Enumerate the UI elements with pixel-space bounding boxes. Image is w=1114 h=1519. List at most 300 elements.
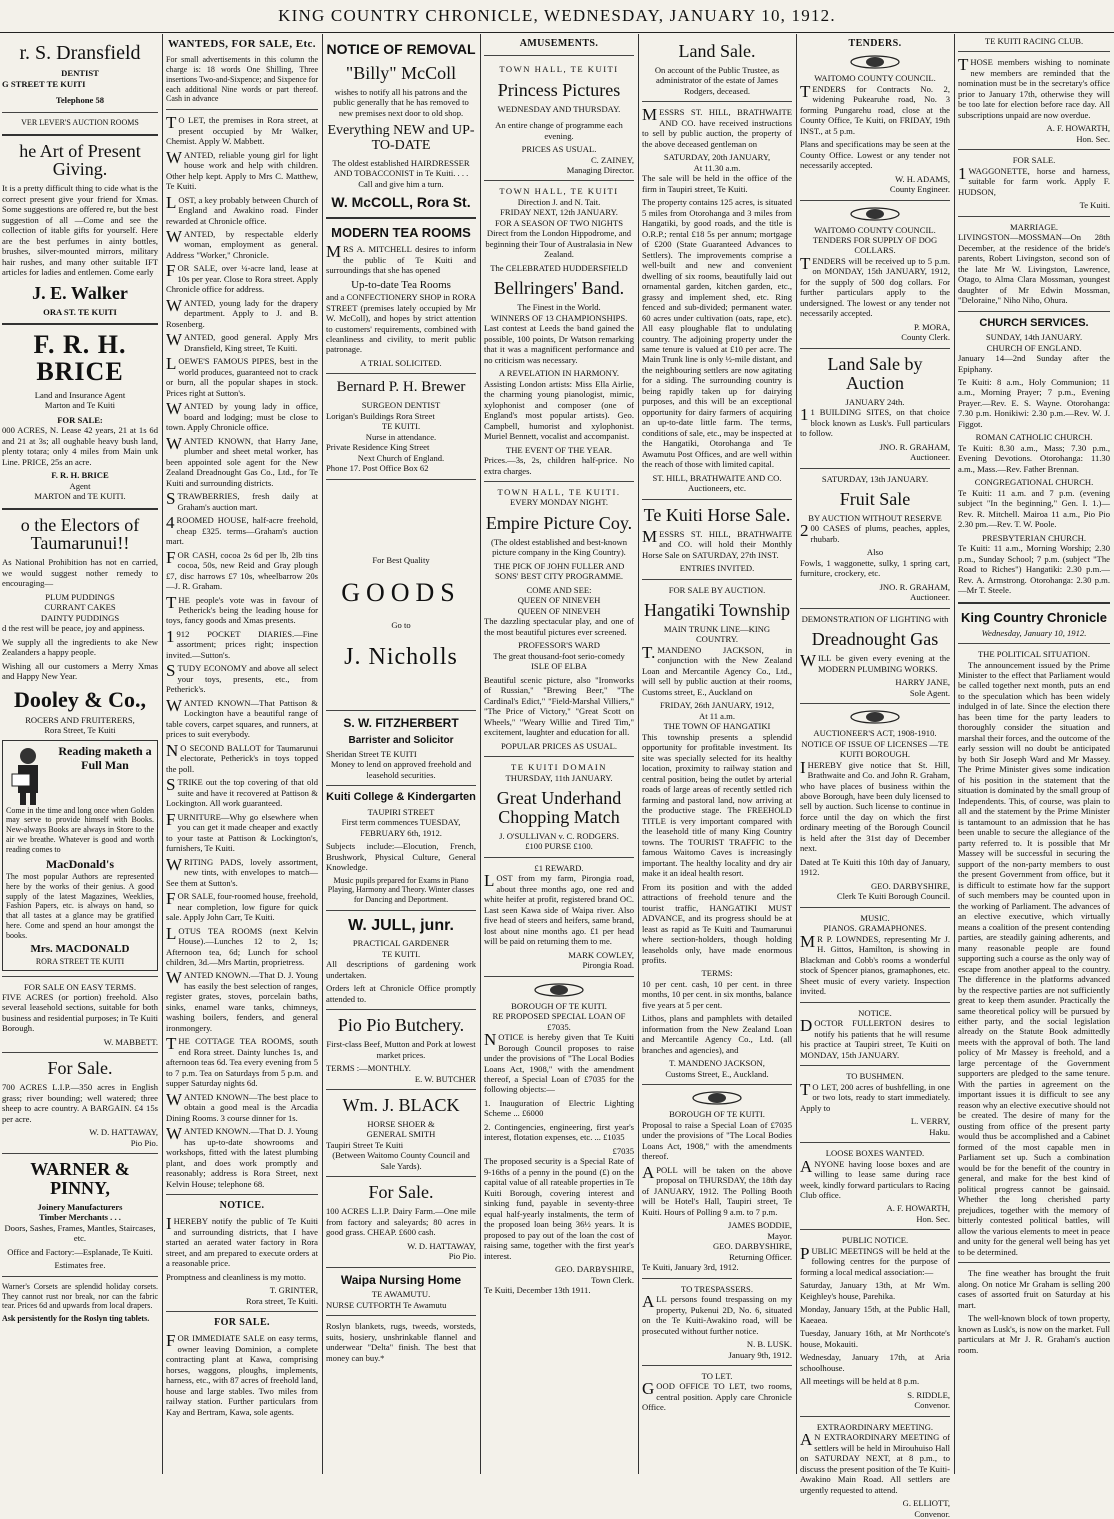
classified-ad: STUDY ECONOMY and above all select your toys, presents, etc., from Petherick's. <box>166 661 318 695</box>
signature: Auctioneer. <box>910 452 950 463</box>
editorial-heading: THE POLITICAL SITUATION. <box>977 649 1091 660</box>
classified-ad: LOEWE'S FAMOUS PIPES, best in the world produces, guaranteed not to crack or burn, all the popular shapes in stock. Prices right at Sutton's. <box>166 354 318 398</box>
column-rule <box>322 34 323 1474</box>
signature: JNO. R. GRAHAM, <box>879 441 950 452</box>
ad-body: d the rest will be peace, joy and appiness. <box>2 623 145 634</box>
ad-line: AUCTIONEER'S ACT, 1908-1910. <box>813 728 937 739</box>
bookshop-ad <box>2 740 158 971</box>
notice-body: Te Kuiti: 8 a.m., Holy Communion; 11 a.m., Morning Prayer; 7 p.m., Evening Prayer.—Rev. E. S. Wayne. Otorohanga: 7.30 p.m. Honikiwi: 2.30 p.m.—Rev. W. J. Figgot. <box>958 377 1110 429</box>
notice-body: Te Kuiti: 11 a.m., Morning Worship; 2.30 p.m., Sunday School; 7 p.m. (subject "The Road to Riches") Hangatiki: 2.30 p.m.—Rev. A. Armstrong. Otorohanga: 2.30 p.m.—Mr T. Steele. <box>958 543 1110 596</box>
column-rule <box>162 34 163 1474</box>
ad-line: Next Church of England. <box>357 452 445 463</box>
ad-line: SUNDAY, 14th JANUARY. <box>985 332 1083 343</box>
notice-body: Te Kuiti: 11 a.m. and 7 p.m. (evening subject "In the beginning," Gen. I. 1.)—Rev. R. Mitchell. Mairoa 11 a.m., Pio Pio 2.30 pm.—Rev. T. W. Poole. <box>958 487 1110 530</box>
column-2 <box>166 36 318 1474</box>
ad-heading: Up-to-date Tea Rooms <box>351 278 451 291</box>
ad-line: PLUM PUDDINGS <box>45 591 115 602</box>
editorial-date: Wednesday, January 10, 1912. <box>981 627 1087 638</box>
ad-line: The Finest in the World. <box>517 302 601 313</box>
masthead: KING COUNTRY CHRONICLE, WEDNESDAY, JANUARY 10, 1912. <box>278 6 836 25</box>
notice-body: Plans and specifications may be seen at the County Office. Lowest or any tender not necessarily accepted. <box>800 139 950 171</box>
notice-body: January 14—2nd Sunday after the Epiphany. <box>958 353 1110 374</box>
ad-line: QUEEN OF NINEVEH <box>517 595 601 606</box>
signature: GEO. DARBYSHIRE, <box>712 1241 792 1252</box>
ad-heading: o the Electors of Taumarunui!! <box>20 514 140 554</box>
ad-heading: Reading maketh a Full Man <box>58 743 152 773</box>
ad-heading: Land Sale by Auction <box>827 353 923 393</box>
ad-line: The CELEBRATED HUDDERSFIELD <box>490 262 628 273</box>
ad-line: COME AND SEE: <box>526 584 592 595</box>
ad-line: CURRANT CAKES <box>44 602 116 613</box>
signature: MARK COWLEY, <box>568 949 634 960</box>
signature: Town Clerk. <box>591 1274 634 1285</box>
ad-line: THURSDAY, 11th JANUARY. <box>505 772 613 783</box>
ad-line: Sheridan Street TE KUITI <box>326 748 417 759</box>
ad-line: Phone 17. Post Office Box 62 <box>326 463 429 474</box>
section-heading: NOTICE. <box>219 1200 265 1212</box>
signature: Mayor. <box>767 1230 792 1241</box>
ad-body: An entire change of programme each evening. <box>495 120 623 141</box>
ad-heading: Empire Picture Coy. <box>485 512 633 533</box>
ad-line: Pio Pio. <box>448 1251 476 1262</box>
notice-body: TO LET, 200 acres of bushfelling, in one or two lots, ready to start immediately. Apply to <box>800 1079 950 1113</box>
section-heading: TENDERS. <box>848 38 902 49</box>
ad-line: W. D. HATTAWAY, <box>407 1240 476 1251</box>
ad-line: WEDNESDAY AND THURSDAY. <box>497 103 621 114</box>
ad-body: FIVE ACRES (or portion) freehold. Also several leasehold sections, suitable for both business and residential purposes; in Te Kuiti Borough. <box>2 991 158 1034</box>
classified-ad: LOST, a key probably between Church of England and Awakino road. Finder rewarded at Chronicle office. <box>166 192 318 226</box>
ad-body: Roslyn blankets, rugs, tweeds, worsteds, suits, hosiery, unshrinkable flannel and underwear "Delta" finish. The best that money can buy.* <box>326 1321 476 1363</box>
signature: Hon. Sec. <box>916 1213 950 1224</box>
notice-body: LIVINGSTON—MOSSMAN—On 28th December, at the residence of the bride's parents, Robert Livingston, second son of the late Mr W. Livingston, Lawrence, Otago, to Alma Clara Mossman, youngest daughter of Mr Edwin Mossman, "Deloraine," Niho Niho, Ohura. <box>958 232 1110 306</box>
ad-body: 700 ACRES L.I.P.—350 acres in English grass; river bounding; well watered; three sheep to acre country. A BARGAIN. £4 15s per acre. <box>2 1082 158 1124</box>
ad-body: Money to lend on approved freehold and leasehold securities. <box>330 759 472 780</box>
notice-body: THOSE members wishing to nominate new members are reminded that the nomination must be in the secretary's office prior to January 17th, otherwise they will be too late for election before race day. All subscriptions unpaid are now overdue. <box>958 55 1110 120</box>
classified-ad: NO SECOND BALLOT for Taumarunui electorate, Petherick's in toys topped the poll. <box>166 740 318 774</box>
ad-line: POPULAR PRICES AS USUAL. <box>500 740 618 751</box>
ad-body: The most popular Authors are represented here by the works of their genius. A good supply of the latest Magazines, Weeklies, Fashion Papers, etc. is always on hand, so that all tastes at a glance may be gratified here. Come and spend an hour amongst the books. <box>6 872 154 940</box>
ad-line: NURSE CUTFORTH Te Awamutu <box>326 1299 447 1310</box>
ad-line: WINNERS OF 13 CHAMPIONSHIPS. <box>490 312 628 323</box>
ad-body: (The oldest established and best-known picture company in the King Country). <box>490 536 628 558</box>
ad-body: (Between Waitomo County Council and Sale Yards). <box>332 1150 470 1171</box>
section-heading: FOR SALE. <box>214 1317 270 1329</box>
notice-body: TENDERS for Contracts No. 2, widening Pukearuhe road, No. 3 forming Pungarehu road, close at the County Office, Te Kuiti, on FRIDAY, 19th INST., at 5 p.m. <box>800 81 950 136</box>
ad-line: EVERY MONDAY NIGHT. <box>510 497 608 508</box>
ad-body: The great thousand-foot serio-comedy ISLE OF ELBA <box>493 650 625 672</box>
notice-body: ANYONE having loose boxes and are willing to lease same during race week, kindly forward particulars to Racing Club office. <box>800 1156 950 1200</box>
ad-line: TOWN HALL, TE KUITI <box>499 186 619 197</box>
classified-ad: WRITING PADS, lovely assortment, new tints, with envelopes to match—See them at Sutton's. <box>166 854 318 888</box>
section-heading: AMUSEMENTS. <box>519 38 599 49</box>
ad-line: FOR A SEASON OF TWO NIGHTS <box>494 217 624 228</box>
ad-body: Subjects include:—Elocution, French, Brushwork, Physical Culture, General Knowledge. <box>326 841 476 873</box>
column-rule <box>480 34 481 1474</box>
column-3 <box>326 36 476 1474</box>
section-heading: WANTEDS, FOR SALE, Etc. <box>168 38 316 50</box>
column-5 <box>642 36 792 1474</box>
ad-line: SATURDAY, 13th JANUARY. <box>821 473 929 484</box>
ad-heading: F. R. H. BRICE <box>33 330 127 387</box>
notice-body: FOR IMMEDIATE SALE on easy terms, owner leaving Dominion, a complete contracting plant at Kawa, comprising horses, waggons, ploughs, implements, harness, etc., with 87 acres of freehold land, house and large stables. Two miles from railway station. Further particulars from Kay and Bertram, Kawa, sole agents. <box>166 1331 318 1417</box>
ad-heading: S. W. FITZHERBERT <box>343 716 459 731</box>
classified-ad: 4ROOMED HOUSE, half-acre freehold, cheap £325. terms—Graham's auction mart. <box>166 513 318 547</box>
ad-body: 10 per cent. cash, 10 per cent. in three months, 10 per cent. in six months, balance five years at 5 per cent. <box>642 978 792 1010</box>
signature: N. B. LUSK. <box>746 1339 792 1350</box>
county-crest-icon <box>849 206 901 222</box>
ad-heading: Land Sale. <box>678 41 756 61</box>
section-heading: CHURCH SERVICES. <box>979 316 1089 329</box>
ad-line: VER LEVER'S AUCTION ROOMS <box>21 117 139 127</box>
notice-body: Fowls, 1 waggonette, sulky, 1 spring cart, furniture, crockery, etc. <box>800 557 950 579</box>
notice-body: Promptness and cleanliness is my motto. <box>166 1271 306 1282</box>
crest-icon <box>849 709 901 725</box>
classified-ad: THE COTTAGE TEA ROOMS, south end Rora street. Dainty lunches 1s, and afternoon teas 6d. Tea every evening from 5 to 7 p.m. Tea on Saturdays from 5 p.m. and supper Saturday nights 6d. <box>166 1034 318 1089</box>
ad-line: BOROUGH OF TE KUITI. <box>669 1109 765 1120</box>
signature: HARRY JANE, <box>895 677 950 688</box>
ad-heading: r. S. Dransfield <box>19 42 141 64</box>
ad-line: RE PROPOSED SPECIAL LOAN OF £7035. <box>492 1011 626 1032</box>
ad-body: Beautiful scenic picture, also "Ironworks of Russian," "Brewing Beer," "The Cardinal's Edict," "Field-Marshal Villiers," "The Price of Victory," "Great Scott on Wheels," "Weary Willie and Tired Tim," excitement, laughter and education for all. <box>484 674 634 738</box>
ad-line: £7035 <box>612 1145 634 1156</box>
signature: Te Kuiti. <box>1079 200 1110 211</box>
ad-body: MESSRS ST. HILL, BRATHWAITE and CO. will hold their Monthly Horse Sale on SATURDAY, 27th INST. <box>642 526 792 560</box>
signature: L. VERRY, <box>910 1116 950 1127</box>
ad-line: J. O'SULLIVAN v. C. RODGERS. <box>499 830 619 841</box>
signature: T. GRINTER, <box>269 1285 318 1296</box>
ad-line: PRESBYTERIAN CHURCH. <box>981 532 1087 543</box>
masthead-rule <box>0 32 1114 33</box>
ad-line: F. R. H. BRICE <box>51 470 109 481</box>
ad-line: ENTRIES INVITED. <box>679 563 755 574</box>
notice-body: MR P. LOWNDES, representing Mr J. H. Gittos, Hamilton, is showing in Blackman and Cobb's rooms a wonderful stock of Spencer pianos, gramaphones, etc. Sheet music of every variety. Inspection invited. <box>800 931 950 997</box>
notice-body: AN EXTRAORDINARY MEETING of settlers will be held in Mirouhuiso Hall on SATURDAY NEXT, at 8 p.m., to discuss the present position of the Te Kuiti-Awakino Main Road. All settlers are urgently requested to attend. <box>800 1430 950 1495</box>
ad-heading: MODERN TEA ROOMS <box>331 225 471 241</box>
notice-body: Monday, January 15th, at the Public Hall, Kaeaea. <box>800 1304 950 1325</box>
ad-line: DEMONSTRATION OF LIGHTING with <box>801 613 949 624</box>
ad-line: TERMS :—MONTHLY. <box>326 1063 411 1074</box>
ad-body: First-class Beef, Mutton and Pork at lowest market prices. <box>326 1039 476 1060</box>
ad-line: E. W. BUTCHER <box>414 1073 476 1084</box>
notice-body: ALL persons found trespassing on my property, Pukenui 2D, No. 6, situated on the Te Kuiti-Awakino road, will be prosecuted without further notice. <box>642 1292 792 1336</box>
ad-body: THE PICK OF JOHN FULLER AND SONS' BEST CITY PROGRAMME. <box>493 560 625 582</box>
ad-line: PIANOS. GRAMAPHONES. <box>823 923 927 934</box>
ad-heading: J. E. Walker <box>32 282 128 303</box>
signature: Auctioneer. <box>910 592 950 603</box>
notice-body: Wednesday, January 17th, at Aria schoolhouse. <box>800 1352 950 1373</box>
ad-line: ORA ST. TE KUITI <box>43 306 117 317</box>
ad-line: Lorigan's Buildings Rora Street <box>326 410 435 421</box>
ad-line: W. MABBETT. <box>103 1036 158 1047</box>
classified-ad: 1912 POCKET DIARIES.—Fine assortment; prices right; inspection invited.—Sutton's. <box>166 626 318 660</box>
signature: Returning Officer. <box>729 1251 792 1262</box>
ad-line: Te Kuiti, December 13th 1911. <box>484 1285 591 1296</box>
ad-line: Rora Street, Te Kuiti <box>44 725 116 736</box>
ad-body: We supply all the ingredients to ake New Zealanders a happy people. <box>2 636 158 658</box>
ad-line: TOWN HALL, TE KUITI <box>499 64 619 75</box>
ad-line: TE KUITI. <box>381 421 421 432</box>
ad-line: TE KUITI DOMAIN <box>510 762 607 773</box>
column-1 <box>2 36 158 1474</box>
signature: JNO. R. GRAHAM, <box>879 581 950 592</box>
ad-line: FOR SALE BY AUCTION. <box>668 584 766 595</box>
notice-body: IHEREBY give notice that St. Hill, Brathwaite and Co. and John R. Graham, who have places of business within the above Borough, have been duly licensed to sell by auction. Such license to continue in force until the day on which the first ordinary meeting of the Borough Council is held after the 31st day of December next. <box>800 757 950 854</box>
notice-body: IHEREBY notify the public of Te Kuiti and surrounding districts, that I have started an aerated water factory in Rora street, and am prepared to execute orders at a reasonable price. <box>166 1214 318 1269</box>
reader-illustration <box>6 744 52 806</box>
ad-line: CHURCH OF ENGLAND. <box>986 342 1082 353</box>
notice-body: Tuesday, January 16th, at Mr Northcote's house, Mokauiti. <box>800 1328 950 1349</box>
ad-body: It is a pretty difficult thing to cide what is the correct present give your friend for Xmas. Some suggestions are offered re, but the best suggestion of all —Come and see the collection of itable gifts for yourself. Here are the best perfumes in ainty bottles, brushes, silver-mounted mirrors, military hair rushes, and many other suitable IFT articles for ladies and entlemen. Come early <box>2 183 158 278</box>
column-6 <box>800 36 950 1519</box>
classified-ad: FOR CASH, cocoa 2s 6d per lb, 2lb tins cocoa, 50s, new Reid and Gray plough £7, disc harrows £7 10s, wheelbarrow 20s—J. R. Graham. <box>166 547 318 592</box>
signature: Clerk Te Kuiti Borough Council. <box>836 891 950 902</box>
signature: January 9th, 1912. <box>728 1349 792 1360</box>
ad-line: Telephone 58 <box>55 95 105 106</box>
ad-line: Joinery Manufacturers <box>37 1201 123 1212</box>
ad-body: Music pupils prepared for Exams in Piano Playing, Harmony and Theory. Winter classes for Dancing and Deportment. <box>327 875 475 905</box>
ad-heading: W. McCOLL, Rora St. <box>331 194 471 211</box>
ad-body: As National Prohibition has not en carried, we would suggest nother remedy to encouraging— <box>2 557 158 589</box>
ad-body: Office and Factory:—Esplanade, Te Kuiti. <box>7 1246 153 1257</box>
ad-body: Direct from the London Hippodrome, and beginning their Tour of Australasia in New Zealand. <box>485 228 633 260</box>
notice-body: Dated at Te Kuiti this 10th day of January, 1912. <box>800 856 950 878</box>
ad-body: and a CONFECTIONERY SHOP in RORA STREET (premises lately occupied by Mr W. McColl), and hopes by strict attention to customers' requirements, combined with cleanliness and civility, to merit public patronage. <box>326 292 476 355</box>
ad-line: SATURDAY, 20th JANUARY, <box>663 152 771 163</box>
ad-body: The property contains 125 acres, is situated 5 miles from Otorohanga and 3 miles from Hangatiki, by good roads, and the title is O.R.P.; rental £18 5s per annum; mortgage of £200 (State Guaranteed Advances to Settlers). The improvements comprise a well-built and new and convenient dwelling of six rooms, beautifully laid out ornamental garden, kitchen garden, etc., grassy and implement shed, etc. Ring fenced and sub-divided; permanent water. 60 acres under cultivation (oats, rape, etc). All easy ploughable flat to undulating country. The adjoining property under the same tenure is valued at £10 per acre. The Main Trunk line is only ½-mile distant, and the neighbouring settlers are now agitating for a siding. The surrounding country is being rapidly taken up for dairying purposes, and this will be an exceptional opportunity for dairy farmers of acquiring an up-to-date little farm. The terms, conditions of sale, etc., may be inspected at the Hangatiki, Otorohanga and Te Awamutu Post Offices, and are well within the reach of those with limited capital. <box>642 197 792 470</box>
ad-line: MAIN TRUNK LINE—KING COUNTRY. <box>663 623 771 645</box>
notice-body: Proposal to raise a Special Loan of £7035 under the provisions of "The Local Bodies Loans Act, 1908," with the amendments thereof. <box>642 1119 792 1162</box>
signature: A. F. HOWARTH, <box>886 1203 950 1214</box>
ad-body: Prices.—3s, 2s, children half-price. No extra charges. <box>484 455 634 476</box>
ad-heading: Wm. J. BLACK <box>342 1095 460 1116</box>
ad-line: NOTICE OF ISSUE OF LICENSES —TE KUITI BOROUGH. <box>801 738 949 760</box>
ad-heading: Bernard P. H. Brewer <box>336 379 466 396</box>
ad-line: TAUPIRI STREET <box>367 806 435 817</box>
classified-ad: LOTUS TEA ROOMS (next Kelvin House).—Lunches 12 to 2, 1s; Afternoon tea, 6d; Lunch for school children, 3d.—Mrs Martin, proprietress. <box>166 923 318 967</box>
ad-line: THE TOWN OF HANGATIKI <box>663 721 771 732</box>
signature: Hon. Sec. <box>1076 133 1110 144</box>
ad-heading: Princess Pictures <box>497 79 621 100</box>
ad-line: Go to <box>391 620 411 631</box>
ad-heading: Dooley & Co., <box>14 686 146 712</box>
classified-ad: WANTED, by respectable elderly woman, employment as general. Address "Worker," Chronicle. <box>166 227 318 260</box>
ad-line: Direction J. and N. Tait. <box>517 196 601 207</box>
ad-line: TE KUITI. <box>381 948 421 959</box>
notice-body: TENDERS will be received up to 5 p.m. on MONDAY, 15th JANUARY, 1912, for the supply of 500 dog collars. For further particulars apply to the undersigned. The lowest or any tender not necessarily accepted. <box>800 253 950 319</box>
ad-body: Assisting London artists: Miss Ella Airlie, the charming young pianologist, mimic, xylophonist and composer (one of England's most popular artists). Geo. Campbell, humorist and xylophonist. Muriel Bennett, vocalist and accompanist. <box>484 378 634 442</box>
ad-line: WAITOMO COUNTY COUNCIL. <box>814 73 936 84</box>
signature: Pirongia Road. <box>582 960 634 971</box>
ad-line: Also <box>866 547 884 558</box>
signature: JAMES BODDIE, <box>728 1220 792 1231</box>
ad-body: On account of the Public Trustee, as administrator of the estate of James Rodgers, deceased. <box>654 64 780 96</box>
ad-heading: MacDonald's <box>45 857 114 872</box>
ad-line: T. MANDENO JACKSON, <box>669 1058 765 1069</box>
ad-line: TERMS: <box>701 968 733 979</box>
ad-line: Barrister and Solicitor <box>348 734 454 746</box>
ad-line: Customs Street, E., Auckland. <box>665 1068 769 1079</box>
ad-line: Agent <box>69 480 91 491</box>
news-paragraph: The fine weather has brought the fruit along. On notice Mr Graham is selling 200 cases of assorted fruit on Saturday at his mart. <box>958 1268 1110 1310</box>
ad-body: The sale will be held in the office of the firm in Taupiri street, Te Kuiti. <box>642 173 792 194</box>
ad-line: RORA STREET TE KUITI <box>35 956 125 966</box>
ad-line: £100 PURSE £100. <box>525 841 593 852</box>
classified-ad: WANTED KNOWN.—That D. J. Young has easily the best selection of ranges, register grates, stoves, porcelain baths, sinks, enamel ware tanks, chimneys, washing boilers, fenders, and general ironmongery. <box>166 968 318 1033</box>
ad-heading: Bellringers' Band. <box>493 278 625 299</box>
ad-line: FRIDAY, 26th JANUARY, 1912, <box>660 700 774 711</box>
signature: Sole Agent. <box>909 687 950 698</box>
ad-body: The oldest established HAIRDRESSER AND TOBACCONIST in Te Kuiti. . . . Call and give him a turn. <box>332 157 470 189</box>
ad-heading: For Sale. <box>368 1182 434 1203</box>
notice-body: 11 BUILDING SITES, on that choice block known as Lusk's. Full particulars to follow. <box>800 405 950 439</box>
ad-line: At 11 a.m. <box>699 710 735 721</box>
ad-line: PROFESSOR'S WARD <box>518 640 600 651</box>
ad-line: FRIDAY NEXT, 12th JANUARY. <box>500 207 618 218</box>
editorial-body: The announcement issued by the Prime Minister to the effect that Parliament would be called together next month, puts an end to the speculation which has been widely indulged in of late. Since the election there has been time for the party leaders to thoroughly consider the situation and marshal their forces, and the outcome of the early session will no doubt be anticipated by both Sir Joseph Ward and Mr Massey. The Prime Minister gives some indication of his position in the statement that the situation is dominated by the small group of Independents. This, of course, was plain to all and the statement by the Prime Minister is tantamount to an admission that he has been unable to secure the allegiance of the party referred to. It is possible that Mr Massey will be successful in securing the support of the non-party members to oust the present Government from office, but it is difficult to estimate how far the support of such members may be counted upon in the working of Parliament. The advances of an elective executive, which virtually means a coalition of the present contending parties, are steadily gaining adherents, and many reasonable people are found supporting such a course as the only way of escape from another appeal to the country. The difference in the platforms advanced by the respective parties are not sufficiently great to keep them asunder. Practically the same theoretical policy will be pursued by either party, and the social legislation already on the Statute Book admittedly meets with the approval of both. The land policy of Mr Massey is freehold, and a large percentage of the Government supporters are pledged to the same tenure. With the parties in agreement on the important issues it is difficult to see any reason why an elective executive should not be created. The desire of many for the ousting from office of the present party would thus be accomplished and a Cabinet formed of the most capable men in Parliament set up. Such a combination would be for the benefit of the country in general, and make for the best kind of political progress cannot be gainsaid. Whether the long cherished party prejudices, together with the memory of bitterly contested political battles, will allow the various elements to meet in peace and unity for the general well being has yet to be determined. <box>958 659 1110 1257</box>
classified-ad: TO LET, the premises in Rora street, at present occupied by Mr Walker, Chemist. Apply W. Mabbett. <box>166 113 318 147</box>
ad-heading: Dreadnought Gas <box>811 629 939 650</box>
ad-line: TOWN HALL, TE KUITI. <box>497 486 621 497</box>
signature: S. RIDDLE, <box>907 1389 950 1400</box>
ad-body: First term commences TUESDAY, FEBRUARY 6th, 1912. <box>341 817 461 838</box>
ad-body: From its position and with the added attractions of freehold tenure and the tourist traffic, HANGATIKI MUST ADVANCE, and its progress should be at least as rapid as Te Kuiti and Taumarunui where section-holders, though holding leaseholds only, have made enormous profits. <box>642 881 792 965</box>
classified-ad: FURNITURE—Why go elsewhere when you can get it made cheaper and exactly to your taste at Pattison & Lockington's, furnishers, Te Kuiti. <box>166 809 318 854</box>
ad-heading: Pio Pio Butchery. <box>337 1015 465 1036</box>
ad-body: Lithos, plans and pamphlets with detailed information from the New Zealand Loan and Mercantile Agency Co., Ltd. (all branches and agencies), and <box>642 1013 792 1055</box>
ad-line: QUEEN OF NINEVEH <box>517 605 601 616</box>
ad-line: MUSIC. <box>860 912 890 923</box>
ad-body: MRS A. MITCHELL desires to inform the public of Te Kuiti and surroundings that she has opened <box>326 242 476 276</box>
ad-line: A TRIAL SOLICITED. <box>360 357 442 368</box>
editorial-masthead: King Country Chronicle <box>961 609 1107 625</box>
ad-line: BY AUCTION WITHOUT RESERVE <box>808 512 942 523</box>
ad-line: TENDERS FOR SUPPLY OF DOG COLLARS. <box>812 235 938 256</box>
ad-heading: Fruit Sale <box>839 489 911 510</box>
notice-body: 200 CASES of plums, peaches, apples, rhubarb. <box>800 521 950 544</box>
classified-ad: WANTED, good general. Apply Mrs Dransfield, King street, Te Kuiti. <box>166 330 318 353</box>
classified-ad: FOR SALE, over ¼-acre land, lease at 10s per year. Close to Rora street. Apply Chronicle office for address. <box>166 261 318 295</box>
notice-body: 2. Contingencies, engineering, first year's interest, flotation expenses, etc. ... £1035 <box>484 1121 634 1143</box>
signature: P. MORA, <box>913 321 950 332</box>
ad-body: 100 ACRES L.I.P. Dairy Farm.—One mile from factory and saleyards; 80 acres in good grass. CHEAP. £600 cash. <box>326 1206 476 1238</box>
ad-line: Te Kuiti, January 3rd, 1912. <box>642 1262 739 1273</box>
column-rule <box>638 34 639 1474</box>
ad-body: Doors, Sashes, Frames, Mantles, Staircases, etc. <box>4 1222 156 1244</box>
signature: County Engineer. <box>889 184 950 195</box>
ad-body: The dazzling spectacular play, and one of the most beautiful pictures ever screened. <box>484 616 634 637</box>
ad-line: Estimates free. <box>54 1260 106 1271</box>
ad-line: ST. HILL, BRATHWAITE AND CO. <box>652 472 782 483</box>
ad-heading: J. Nicholls <box>344 643 458 670</box>
notice-body: APOLL will be taken on the above proposal on THURSDAY, the 18th day of JANUARY, 1912. The Polling Booth will be Hotel's Hall, Taupiri street, Te Kuiti. Hours of Polling 9 a.m. to 7 p.m. <box>642 1162 792 1217</box>
notice-body: The proposed security is a Special Rate of 9-16ths of a penny in the pound (£) on the capital value of all rateable properties in Te Kuiti Borough, covering interest and sinking fund, payable in seventy-three equal half-yearly instalments, the term of the proposed loan being 36½ years. It is proposed to pay out of the loan the cost of raising same, together with the first year's interest. <box>484 1156 634 1261</box>
ad-heading: For Sale. <box>47 1058 113 1079</box>
classified-ad: WANTED, reliable young girl for light house work and help with children. Other help kept. Apply to Mrs C. Matthew, Te Kuiti. <box>166 147 318 192</box>
classified-ad: WANTED KNOWN—That Pattison & Lockington have a beautiful range of table covers, carpet squares, and runners, at prices to suit everybody. <box>166 695 318 740</box>
ad-line: HORSE SHOER & <box>367 1119 435 1129</box>
ad-heading: W. JULL, junr. <box>348 916 454 934</box>
ad-body: This township presents a splendid opportunity for profitable investment. Its site was specially selected for its healthy location, proximity to railway station and central position, being the outlet by arterial roads of large areas of recently settled rich farming and pastoral land, now arriving at the productive stage. The FREEHOLD TITLE is very important compared with the leasehold title of many King Country towns. The TOURIST TRAFFIC to the famous Waitomo Caves is increasingly important. The healthy locality and dry air make it an ideal health resort. <box>642 731 792 879</box>
ad-body: All descriptions of gardening work undertaken. <box>326 959 476 980</box>
column-4 <box>484 36 634 1474</box>
ad-body: Wishing all our customers a Merry Xmas and Happy New Year. <box>2 660 158 682</box>
notice-body: WILL be given every evening at the MODERN PLUMBING WORKS. <box>800 651 950 674</box>
ad-body: wishes to notify all his patrons and the public generally that he has removed to new premises next door to old shop. <box>333 86 469 118</box>
ad-line: NOTICE. <box>858 1007 892 1018</box>
ad-line: PUBLIC NOTICE. <box>841 1235 909 1246</box>
ad-line: At 11.30 a.m. <box>693 162 741 173</box>
ad-line: Private Residence King Street <box>326 442 430 453</box>
ad-line: Nurse in attendance. <box>365 431 437 442</box>
classified-rates: For small advertisements in this column the charge is: 18 words One Shilling, Three insertions Two-and-Sixpence; and Sixpence for each additional Nine words or part thereof. Cash in advance <box>166 55 318 104</box>
ad-line: Pio Pio. <box>130 1137 158 1148</box>
ad-line: PRICES AS USUAL. <box>521 144 597 155</box>
ad-body: 000 ACRES, N. Lease 42 years, 21 at 1s 6d and 21 at 3s; all oughable heavy bush land, plenty totara; only 4 miles from Main unk Line. PRICE, 25s an acre. <box>2 425 158 467</box>
notice-body: 1. Inauguration of Electric Lighting Scheme ... £6000 <box>484 1097 634 1119</box>
ad-line: Taupiri Street Te Kuiti <box>326 1139 404 1150</box>
signature: GEO. DARBYSHIRE, <box>554 1264 634 1275</box>
notice-body: PUBLIC MEETINGS will be held at the following centres for the purpose of forming a local medical association:— <box>800 1243 950 1277</box>
signature: County Clerk. <box>901 332 950 343</box>
borough-crest-icon <box>533 982 585 998</box>
ad-body: MESSRS ST. HILL, BRATHWAITE AND CO. have received instructions to sell by public auction, the property of the above deceased gentleman on <box>642 105 792 149</box>
ad-heading: Waipa Nursing Home <box>340 1272 462 1287</box>
ad-heading: NOTICE OF REMOVAL <box>326 41 476 57</box>
ad-line: EXTRAORDINARY MEETING. <box>816 1421 934 1432</box>
ad-line: WAITOMO COUNTY COUNCIL. <box>814 224 936 235</box>
ad-line: FOR SALE: <box>57 414 103 425</box>
classified-ad: WANTED KNOWN.—That D. J. Young has up-to-date showrooms and workshops, fitted with the latest plumbing plant, and does work promptly and reasonably; address is Rora Street, next Kelvin House; telephone 68. <box>166 1124 318 1189</box>
signature: W. H. ADAMS, <box>895 173 950 184</box>
ad-line: TE AWAMUTU. <box>371 1289 431 1300</box>
ad-heading: he Art of Present Giving. <box>19 140 141 180</box>
ad-line: TO BUSHMEN. <box>846 1071 904 1082</box>
classified-ad: WANTED KNOWN, that Harry Jane, plumber and sheet metal worker, has been appointed sole agent for the New Zealand Dreadnought Gas Co., Ltd., for Te Kuiti and surrounding districts. <box>166 433 318 488</box>
signature: Rora street, Te Kuiti. <box>245 1295 318 1306</box>
column-rule <box>796 34 797 1474</box>
ad-line: G STREET TE KUITI <box>2 78 86 89</box>
ad-line: BOROUGH OF TE KUITI. <box>511 1000 607 1011</box>
ad-heading: Great Underhand Chopping Match <box>496 788 622 827</box>
ad-line: CONGREGATIONAL CHURCH. <box>974 477 1094 488</box>
ad-line: LOOSE BOXES WANTED. <box>825 1148 925 1159</box>
section-heading: FOR SALE. <box>1012 155 1056 166</box>
ad-line: A REVELATION IN HARMONY. <box>498 368 620 379</box>
ad-body: Last contest at Leeds the band gained the possible, 100 points, Dr Watson remarking that it was a magnificent performance and no criticism was necessary. <box>484 323 634 365</box>
ad-body: Ask persistently for the Roslyn ting tablets. <box>2 1314 150 1324</box>
classified-ad: THE people's vote was in favour of Petherick's being the leading house for toys, fancy goods and Xmas presents. <box>166 592 318 626</box>
notice-body: GOOD OFFICE TO LET, two rooms, central position. Apply care Chronicle Office. <box>642 1379 792 1413</box>
ad-body: Orders left at Chronicle Office promptly attended to. <box>326 983 476 1004</box>
ad-heading: WARNER & PINNY, <box>30 1159 130 1199</box>
ad-line: Auctioneers, etc. <box>688 483 746 494</box>
ad-line: PRACTICAL GARDENER <box>352 938 450 949</box>
ad-body: Come in the time and long once when Golden may serve to provide himself with Books. New-always Books are always in Store to the air we breathe. Whatever is good and worth reading comes to <box>6 805 154 854</box>
signature: A. F. HOWARTH, <box>1046 123 1110 134</box>
ad-line: SURGEON DENTIST <box>361 400 441 411</box>
signature: Haku. <box>929 1126 950 1137</box>
signature: Convenor. <box>914 1508 950 1519</box>
ad-heading: FOR SALE ON EASY TERMS. <box>24 981 136 992</box>
county-crest-icon <box>849 54 901 70</box>
ad-heading: Everything NEW and UP-TO-DATE <box>327 123 475 154</box>
news-paragraph: The well-known block of town property, known as Lusk's, is now on the market. Full particulars at Mr J. R. Graham's auction room. <box>958 1313 1110 1355</box>
ad-line: DAINTY PUDDINGS <box>40 612 120 623</box>
column-rule <box>954 34 955 1474</box>
ad-heading: Kuiti College & Kindergarten <box>326 791 476 804</box>
section-heading: TE KUITI RACING CLUB. <box>984 36 1084 46</box>
borough-crest-icon <box>691 1090 743 1106</box>
